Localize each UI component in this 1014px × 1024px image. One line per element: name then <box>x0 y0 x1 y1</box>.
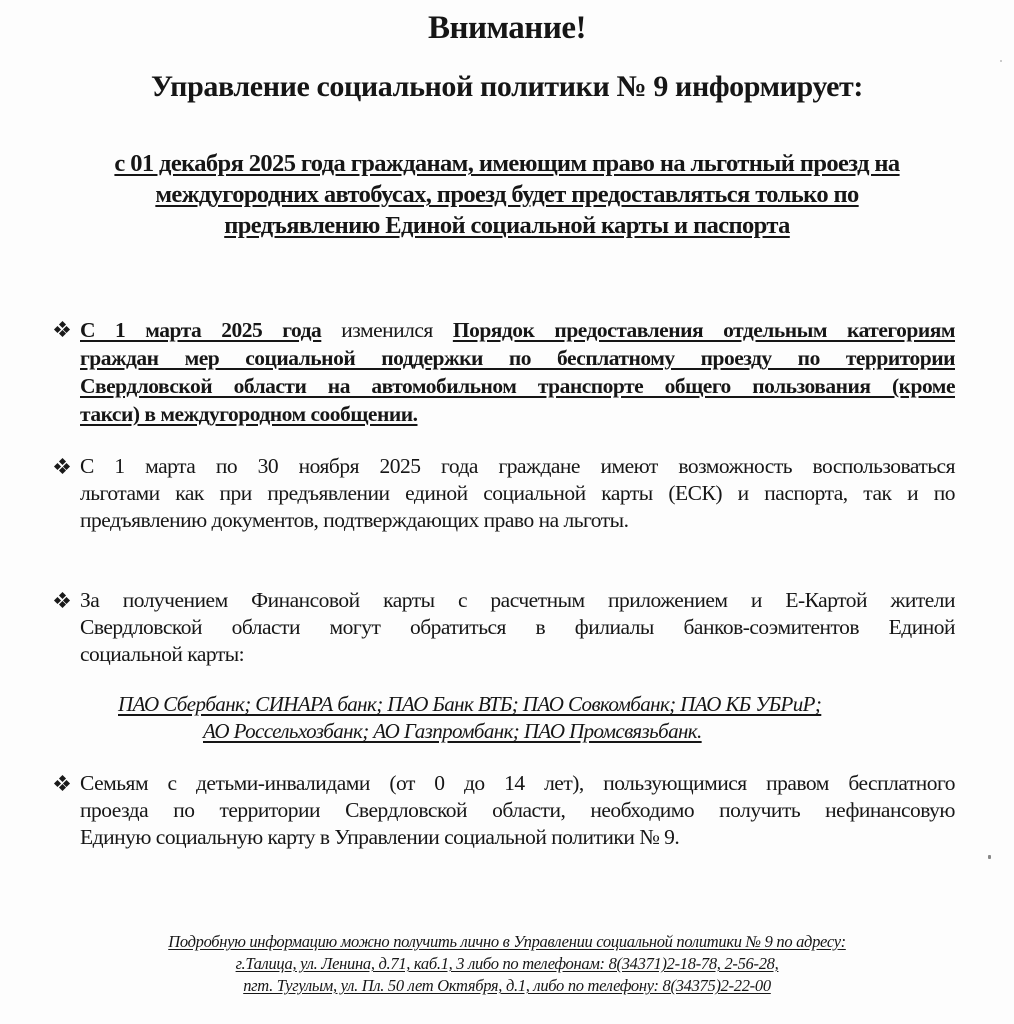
headline-line-2: междугородних автобусах, проезд будет предоставляться только по <box>155 181 859 208</box>
footer-line-1: Подробную информацию можно получить лично в Управлении социальной политики № 9 по адресу: <box>168 932 846 951</box>
bullet-3-line-3: социальной карты: <box>80 642 245 666</box>
bullet-2-line-1: С 1 марта по 30 ноября 2025 года граждане имеют возможность воспользоваться <box>80 454 955 478</box>
bullet-4-line-2: проезда по территории Свердловской области, необходимо получить нефинансовую <box>80 798 955 822</box>
bullet-1-rule-title: Порядок предоставления отдельным категориям <box>452 318 956 342</box>
bullet-2-line-2: льготами как при предъявлении единой социальной карты (ЕСК) и паспорта, так и по <box>80 481 955 505</box>
scan-speck <box>1000 60 1002 62</box>
bullet-4-line-3: Единую социальную карту в Управлении социальной политики № 9. <box>80 825 680 849</box>
bullet-2-line-3: предъявлению документов, подтверждающих право на льготы. <box>80 508 629 532</box>
bullet-1-line-3: Свердловской области на автомобильном транспорте общего пользования (кроме <box>80 374 955 398</box>
headline-line-1: с 01 декабря 2025 года гражданам, имеющим право на льготный проезд на <box>114 150 900 177</box>
bullet-4-line-1: Семьям с детьми-инвалидами (от 0 до 14 лет), пользующимися правом бесплатного <box>80 771 955 795</box>
four-diamond-bullet-icon <box>55 459 69 473</box>
four-diamond-bullet-icon <box>55 776 69 790</box>
bullet-1-line-2: граждан мер социальной поддержки по бесплатному проезду по территории <box>80 346 955 370</box>
bullet-1-line-1 <box>80 318 955 343</box>
bullet-3-line-1: За получением Финансовой карты с расчетным приложением и Е-Картой жители <box>80 588 955 612</box>
scan-speck <box>988 855 991 859</box>
banks-line-1: ПАО Сбербанк; СИНАРА банк; ПАО Банк ВТБ; ПАО Совкомбанк; ПАО КБ УБРиР; <box>118 692 822 716</box>
notice-subtitle: Управление социальной политики № 9 информирует: <box>151 70 863 103</box>
notice-title: Внимание! <box>428 10 586 46</box>
bullet-1-verb: изменился <box>321 318 453 342</box>
footer-line-3: пгт. Тугулым, ул. Пл. 50 лет Октября, д.1, либо по телефону: 8(34375)2-22-00 <box>243 976 771 995</box>
banks-line-2: АО Россельхозбанк; АО Газпромбанк; ПАО Промсвязьбанк. <box>203 719 702 743</box>
footer-line-2: г.Талица, ул. Ленина, д.71, каб.1, 3 либо по телефонам: 8(34371)2-18-78, 2-56-28, <box>235 954 779 973</box>
four-diamond-bullet-icon <box>55 322 69 336</box>
headline-line-3: предъявлению Единой социальной карты и паспорта <box>224 212 790 239</box>
bullet-1-date: С 1 марта 2025 года <box>80 318 322 342</box>
bullet-1-line-4: такси) в междугородном сообщении. <box>80 402 418 426</box>
four-diamond-bullet-icon <box>55 593 69 607</box>
bullet-3-line-2: Свердловской области могут обратиться в филиалы банков-соэмитентов Единой <box>80 615 955 639</box>
